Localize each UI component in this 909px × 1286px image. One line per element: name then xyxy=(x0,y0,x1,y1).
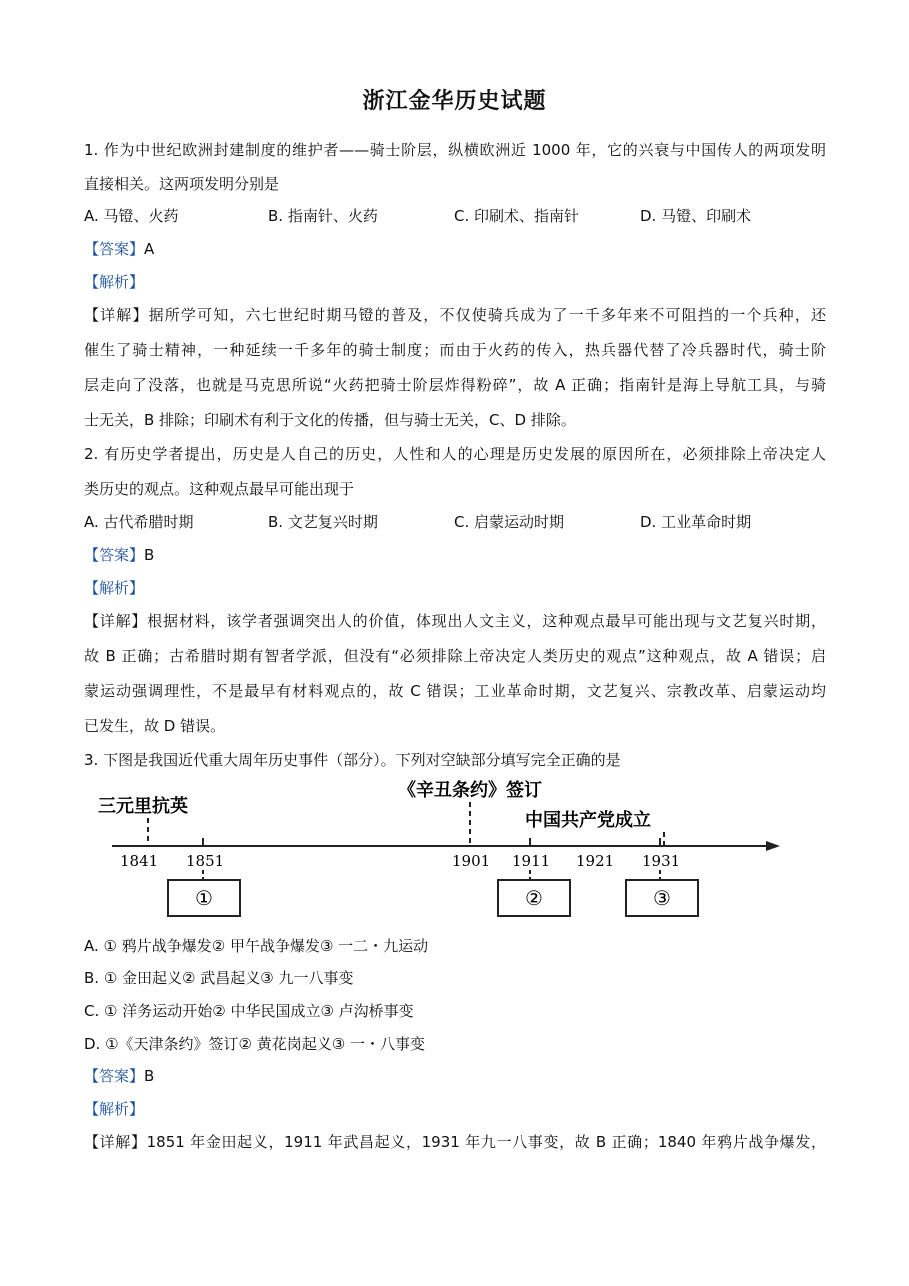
q3-analysis-tag: 【解析】 xyxy=(84,1100,145,1118)
detail-text: 据所学可知，六七世纪时期马镫的普及，不仅使骑兵成为了一千多年来不可阻挡的一个兵种，还 xyxy=(148,306,826,324)
q1-analysis-tag: 【解析】 xyxy=(84,273,145,291)
timeline-event-left: 三元里抗英 xyxy=(98,796,188,817)
q2-option-d: D. 工业革命时期 xyxy=(640,513,752,531)
q2-analysis-tag: 【解析】 xyxy=(84,579,145,597)
detail-text: 1851 年金田起义，1911 年武昌起义，1931 年九一八事变，故 B 正确；1840 年鸦片战争爆发， xyxy=(146,1133,826,1151)
page-title: 浙江金华历史试题 xyxy=(362,89,547,114)
q3-option-b: B. ① 金田起义② 武昌起义③ 九一八事变 xyxy=(84,969,354,987)
detail-text: 根据材料，该学者强调突出人的价值，体现出人文主义，这种观点最早可能出现与文艺复兴时期， xyxy=(147,612,826,630)
answer-tag: 【答案】 xyxy=(84,1067,145,1085)
blank-box-2-label: ② xyxy=(525,886,543,910)
year-label: 1911 xyxy=(512,852,551,870)
year-label: 1851 xyxy=(186,852,225,870)
q1-answer xyxy=(84,239,154,259)
q1-detail-line2: 催生了骑士精神，一种延续一千多年的骑士制度；而由于火药的传入，热兵器代替了冷兵器时代，骑士阶 xyxy=(84,341,826,359)
q2-stem-line2: 类历史的观点。这种观点最早可能出现于 xyxy=(84,480,355,498)
year-label: 1901 xyxy=(452,852,491,870)
q2-option-b: B. 文艺复兴时期 xyxy=(268,513,378,531)
q1-option-c: C. 印刷术、指南针 xyxy=(454,207,580,225)
q2-stem-line1: 2. 有历史学者提出，历史是人自己的历史，人性和人的心理是历史发展的原因所在，必须排除上帝决定人 xyxy=(84,445,826,463)
detail-tag: 【详解】 xyxy=(84,306,149,324)
timeline-arrow xyxy=(766,841,780,851)
detail-tag: 【详解】 xyxy=(84,1133,147,1151)
q2-option-a: A. 古代希腊时期 xyxy=(84,513,194,531)
q3-option-d: D. ①《天津条约》签订② 黄花岗起义③ 一・八事变 xyxy=(84,1035,425,1053)
q2-detail-line4: 已发生，故 D 错误。 xyxy=(84,717,226,735)
blank-box-1-label: ① xyxy=(195,886,213,910)
q1-stem-line2: 直接相关。这两项发明分别是 xyxy=(84,175,280,193)
answer-value: B xyxy=(144,1067,155,1085)
q1-detail-line4: 士无关，B 排除；印刷术有利于文化的传播，但与骑士无关，C、D 排除。 xyxy=(84,411,576,429)
answer-value: B xyxy=(144,546,155,564)
year-label: 1931 xyxy=(642,852,681,870)
q3-stem-line1: 3. 下图是我国近代重大周年历史事件（部分）。下列对空缺部分填写完全正确的是 xyxy=(84,751,621,769)
q3-option-c: C. ① 洋务运动开始② 中华民国成立③ 卢沟桥事变 xyxy=(84,1002,414,1020)
year-label: 1921 xyxy=(576,852,615,870)
q1-option-a: A. 马镫、火药 xyxy=(84,207,179,225)
detail-tag: 【详解】 xyxy=(84,612,148,630)
q3-detail-line1 xyxy=(84,1132,826,1152)
q3-option-a: A. ① 鸦片战争爆发② 甲午战争爆发③ 一二・九运动 xyxy=(84,937,429,955)
q1-option-d: D. 马镫、印刷术 xyxy=(640,207,752,225)
q2-answer xyxy=(84,545,154,565)
timeline-event-right: 中国共产党成立 xyxy=(525,810,651,831)
q1-detail-line1 xyxy=(84,305,826,325)
q1-option-b: B. 指南针、火药 xyxy=(268,207,378,225)
year-label: 1841 xyxy=(120,852,159,870)
answer-tag: 【答案】 xyxy=(84,240,145,258)
timeline-figure xyxy=(90,772,790,932)
blank-box-3-label: ③ xyxy=(653,886,671,910)
q1-stem-line1: 1. 作为中世纪欧洲封建制度的维护者——骑士阶层，纵横欧洲近 1000 年，它的兴衰与中国传人的两项发明 xyxy=(84,141,826,159)
q2-detail-line1 xyxy=(84,611,826,631)
q2-detail-line3: 蒙运动强调理性，不是最早有材料观点的，故 C 错误；工业革命时期，文艺复兴、宗教改革、启蒙运动均 xyxy=(84,682,826,700)
q3-answer xyxy=(84,1066,154,1086)
answer-value: A xyxy=(144,240,155,258)
q2-detail-line2: 故 B 正确；古希腊时期有智者学派，但没有“必须排除上帝决定人类历史的观点”这种观点，故 A 错误；启 xyxy=(84,647,826,665)
answer-tag: 【答案】 xyxy=(84,546,145,564)
q2-option-c: C. 启蒙运动时期 xyxy=(454,513,565,531)
q1-detail-line3: 层走向了没落，也就是马克思所说“火药把骑士阶层炸得粉碎”，故 A 正确；指南针是海上导航工具，与骑 xyxy=(84,376,826,394)
timeline-event-mid: 《辛丑条约》签订 xyxy=(398,780,542,801)
